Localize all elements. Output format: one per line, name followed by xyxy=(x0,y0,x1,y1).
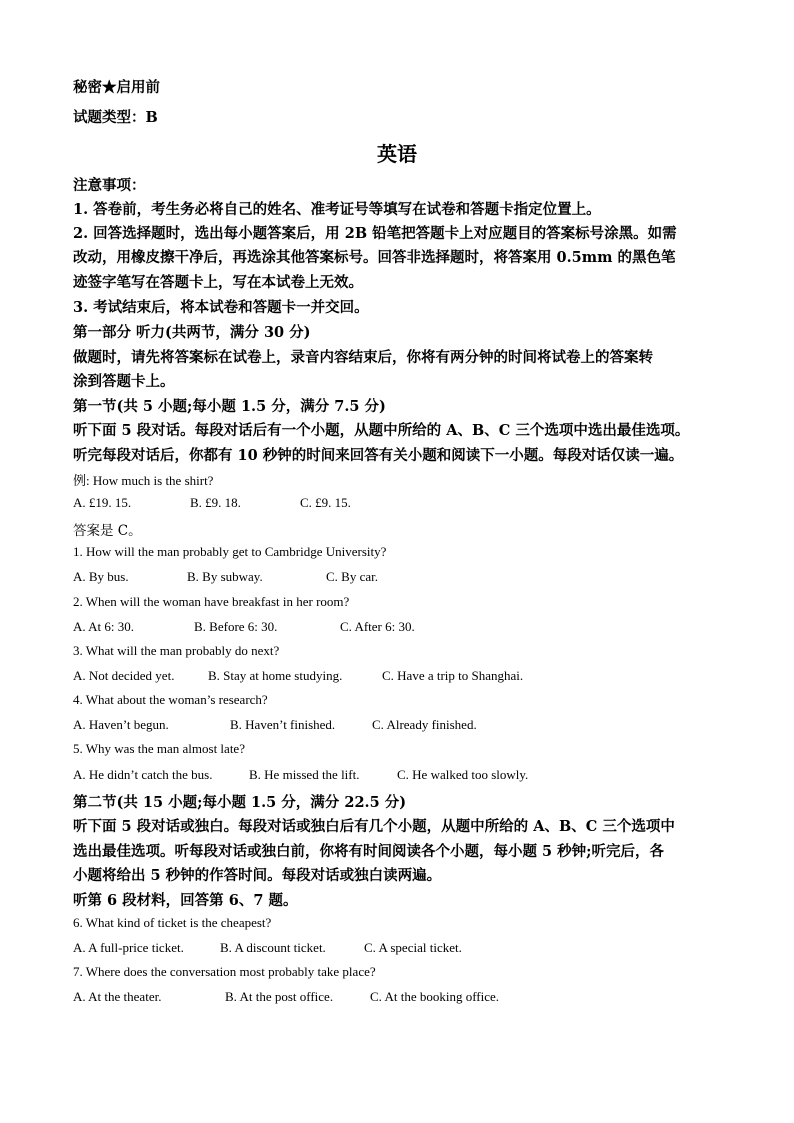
question-5-option-c: C. He walked too slowly. xyxy=(397,767,529,782)
question-2: 2. When will the woman have breakfast in her room? xyxy=(73,594,350,609)
part1-intro-line-2: 涂到答题卡上。 xyxy=(73,373,175,390)
question-3-option-a: A. Not decided yet. xyxy=(73,668,175,683)
example-option-a: A. £19. 15. xyxy=(73,495,132,510)
question-5-option-b: B. He missed the lift. xyxy=(249,767,360,782)
paper-type-label: 试题类型：B xyxy=(73,109,158,126)
part1-intro-line-1: 做题时，请先将答案标在试卷上，录音内容结束后，你将有两分钟的时间将试卷上的答案转 xyxy=(73,349,653,366)
page-title: 英语 xyxy=(377,142,417,166)
question-5-option-a: A. He didn’t catch the bus. xyxy=(73,767,213,782)
section1-heading: 第一节(共 5 小题;每小题 1.5 分，满分 7.5 分) xyxy=(73,398,386,415)
section1-instruction-line-2: 听完每段对话后，你都有 10 秒钟的时间来回答有关小题和阅读下一小题。每段对话仅读一遍。 xyxy=(73,447,684,464)
question-3-option-b: B. Stay at home studying. xyxy=(208,668,343,683)
question-3-option-c: C. Have a trip to Shanghai. xyxy=(382,668,524,683)
question-1-option-b: B. By subway. xyxy=(187,569,263,584)
section2-instruction-line-1: 听下面 5 段对话或独白。每段对话或独白后有几个小题，从题中所给的 A、B、C 三个选项中 xyxy=(73,818,675,835)
notice-item-2-line-3: 迹签字笔写在答题卡上，写在本试卷上无效。 xyxy=(73,274,363,291)
example-option-c: C. £9. 15. xyxy=(300,495,351,510)
section2-instruction-line-2: 选出最佳选项。听每段对话或独白前，你将有时间阅读各个小题，每小题 5 秒钟;听完后，各 xyxy=(73,843,665,860)
section1-instruction-line-1: 听下面 5 段对话。每段对话后有一个小题，从题中所给的 A、B、C 三个选项中选出最佳选项。 xyxy=(73,422,690,439)
question-7-option-b: B. At the post office. xyxy=(225,989,334,1004)
question-2-option-b: B. Before 6: 30. xyxy=(194,619,278,634)
question-6-option-b: B. A discount ticket. xyxy=(220,940,326,955)
notice-item-3: 3. 考试结束后，将本试卷和答题卡一并交回。 xyxy=(73,299,369,316)
example-answer: 答案是 C。 xyxy=(73,523,142,539)
example-option-b: B. £9. 18. xyxy=(190,495,241,510)
question-4-option-b: B. Haven’t finished. xyxy=(230,717,336,732)
notice-heading: 注意事项： xyxy=(73,177,146,194)
question-1-option-a: A. By bus. xyxy=(73,569,129,584)
question-7-option-c: C. At the booking office. xyxy=(370,989,500,1004)
confidential-label: 秘密★启用前 xyxy=(73,79,160,96)
question-6: 6. What kind of ticket is the cheapest? xyxy=(73,915,272,930)
notice-item-2-line-2: 改动，用橡皮擦干净后，再选涂其他答案标号。回答非选择题时，将答案用 0.5mm 的黑色笔 xyxy=(73,249,676,266)
question-6-option-c: C. A special ticket. xyxy=(364,940,462,955)
question-4-option-c: C. Already finished. xyxy=(372,717,477,732)
question-1-option-c: C. By car. xyxy=(326,569,378,584)
question-2-option-a: A. At 6: 30. xyxy=(73,619,135,634)
question-7-option-a: A. At the theater. xyxy=(73,989,162,1004)
part1-heading: 第一部分 听力(共两节，满分 30 分) xyxy=(73,324,311,341)
question-3: 3. What will the man probably do next? xyxy=(73,643,280,658)
question-2-option-c: C. After 6: 30. xyxy=(340,619,415,634)
question-4: 4. What about the woman’s research? xyxy=(73,692,268,707)
question-1: 1. How will the man probably get to Cambridge University? xyxy=(73,544,387,559)
section2-heading: 第二节(共 15 小题;每小题 1.5 分，满分 22.5 分) xyxy=(73,794,407,811)
question-7: 7. Where does the conversation most probably take place? xyxy=(73,964,376,979)
notice-item-2-line-1: 2. 回答选择题时，选出每小题答案后，用 2B 铅笔把答题卡上对应题目的答案标号涂黑。如需 xyxy=(73,225,677,242)
question-4-option-a: A. Haven’t begun. xyxy=(73,717,169,732)
material-6-heading: 听第 6 段材料，回答第 6、7 题。 xyxy=(73,892,298,909)
section2-instruction-line-3: 小题将给出 5 秒钟的作答时间。每段对话或独白读两遍。 xyxy=(73,867,442,884)
question-6-option-a: A. A full-price ticket. xyxy=(73,940,184,955)
question-5: 5. Why was the man almost late? xyxy=(73,741,245,756)
notice-item-1: 1. 答卷前，考生务必将自己的姓名、准考证号等填写在试卷和答题卡指定位置上。 xyxy=(73,201,601,218)
example-question: 例: How much is the shirt? xyxy=(73,473,214,488)
